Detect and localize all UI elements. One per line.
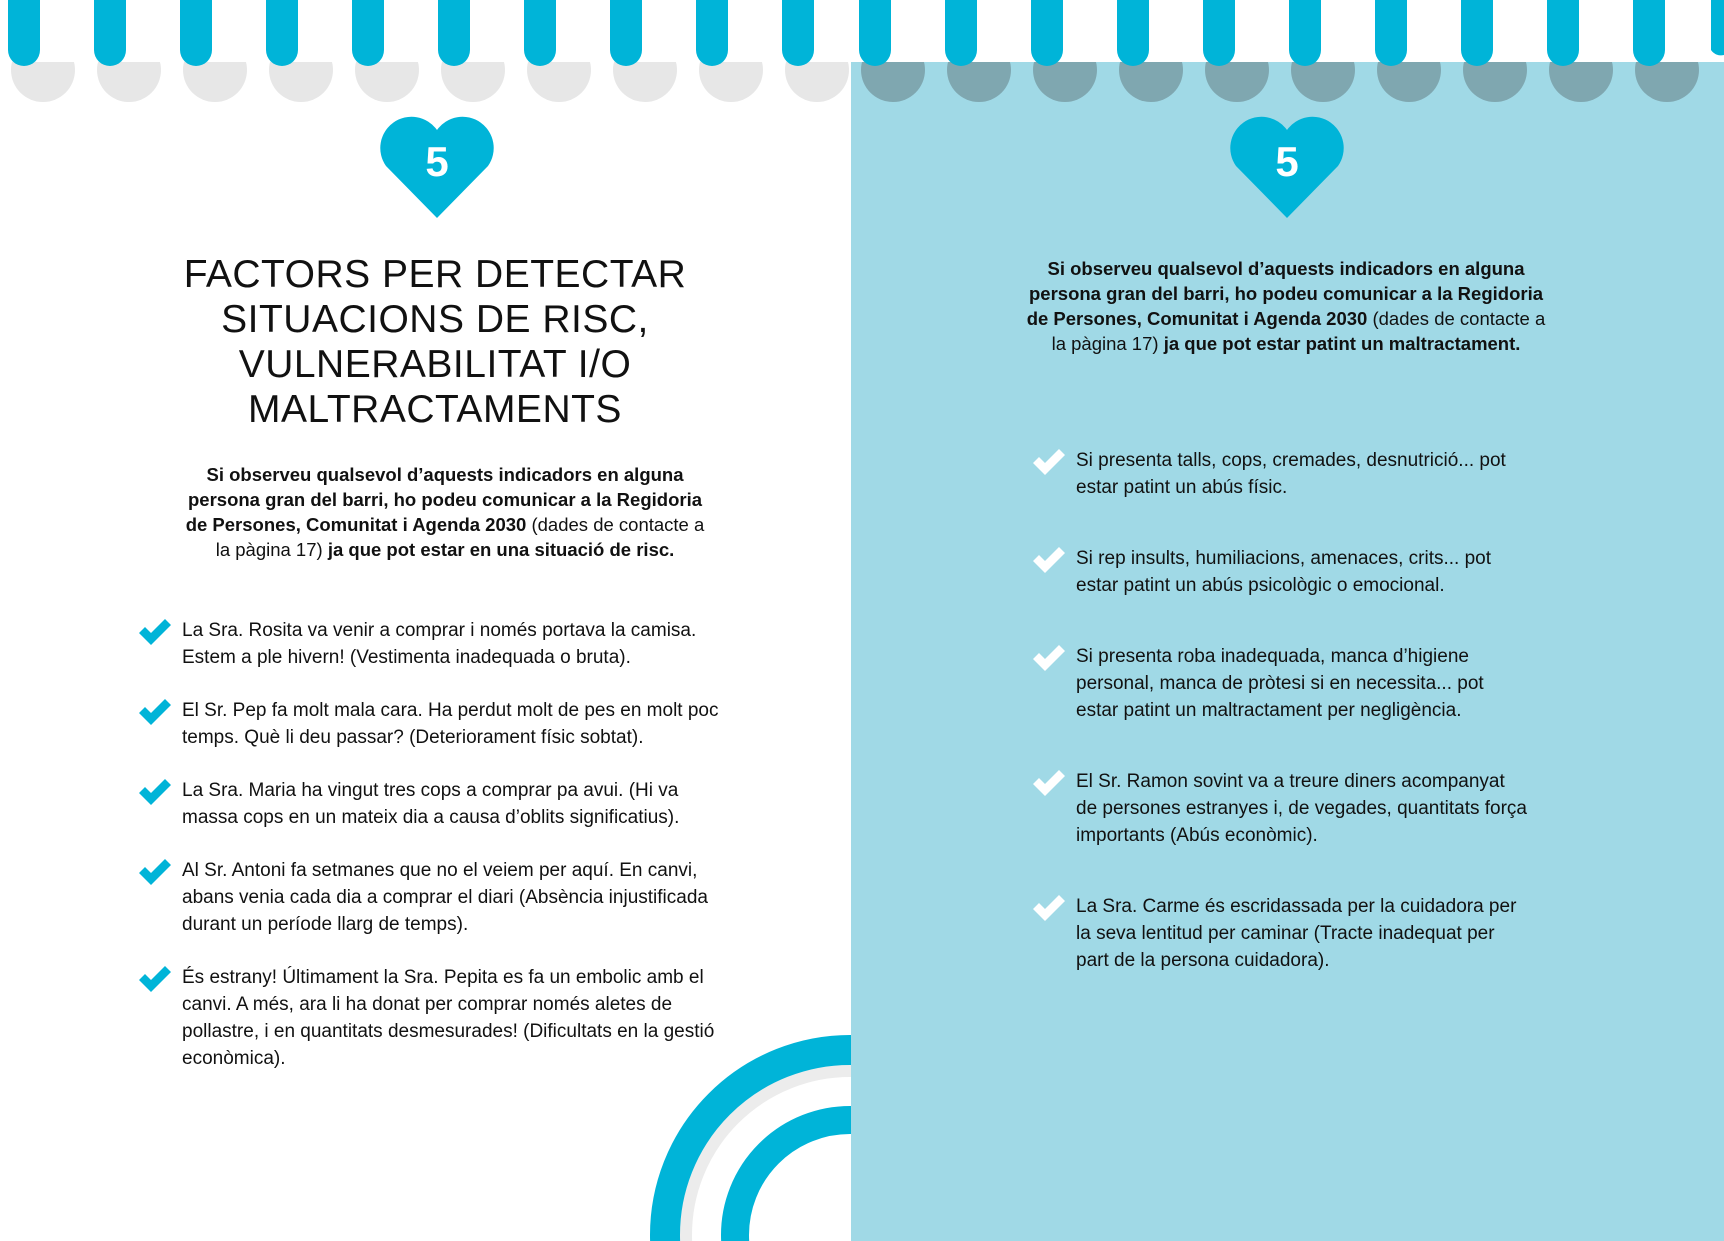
list-item-text: Si rep insults, humiliacions, amenaces, crits... pot estar patint un abús psicològic o emocional. [1076, 548, 1492, 596]
checkmark-icon [1031, 447, 1067, 477]
awning-decoration-left [0, 0, 851, 105]
list-item [1031, 643, 1531, 724]
list-item-text: El Sr. Pep fa molt mala cara. Ha perdut molt de pes en molt poc temps. Què li deu passar? (Deteriorament físic sobtat). [182, 700, 719, 748]
checkmark-icon [1031, 545, 1067, 575]
list-item-text: La Sra. Rosita va venir a comprar i només portava la camisa. Estem a ple hivern! (Vestimenta inadequada o bruta). [182, 620, 697, 668]
intro-bold: Si observeu qualsevol d’aquests indicadors en alguna persona gran del barri, ho podeu comunicar a la Regidoria de Persones, Comunitat i Agenda 2030 [185, 464, 702, 535]
title-line: SITUACIONS DE RISC, [221, 298, 649, 341]
checkmark-icon [1031, 643, 1067, 673]
badge-number: 5 [1275, 138, 1299, 185]
intro-bold: Si observeu qualsevol d’aquests indicadors en alguna persona gran del barri, ho podeu comunicar a la Regidoria de Persones, Comunitat i Agenda 2030 [1026, 258, 1543, 329]
left-page [0, 0, 851, 1241]
list-item [137, 697, 737, 751]
badge-heart [1228, 114, 1346, 220]
intro-paragraph-right [1026, 256, 1546, 356]
list-item [137, 857, 737, 938]
list-item [137, 617, 737, 671]
list-item-text: Si presenta roba inadequada, manca d’higiene personal, manca de pròtesi si en necessita... pot estar patint un maltractament per negligència. [1076, 646, 1484, 721]
list-item-text: La Sra. Carme és escridassada per la cuidadora per la seva lentitud per caminar (Tracte inadequat per part de la persona cuidadora). [1076, 896, 1517, 971]
list-item-text: La Sra. Maria ha vingut tres cops a comprar pa avui. (Hi va massa cops en un mateix dia a causa d’oblits significatius). [182, 780, 680, 828]
intro-contact-ref: (dades de contacte a la pàgina 17) [1051, 308, 1546, 354]
swirl-decoration [600, 1020, 851, 1241]
intro-contact-ref: (dades de contacte a la pàgina 17) [215, 514, 705, 560]
list-item-text: Si presenta talls, cops, cremades, desnutrició... pot estar patint un abús físic. [1076, 450, 1506, 498]
list-item [1031, 893, 1531, 974]
badge-number: 5 [425, 138, 449, 185]
list-item [1031, 447, 1531, 501]
intro-bold-end: ja que pot estar en una situació de risc. [322, 539, 675, 560]
indicator-list-right [1031, 447, 1531, 1018]
title-line: MALTRACTAMENTS [248, 388, 622, 431]
right-page [851, 0, 1724, 1241]
checkmark-icon [1031, 893, 1067, 923]
list-item [1031, 545, 1531, 599]
list-item [137, 777, 737, 831]
list-item [1031, 768, 1531, 849]
checkmark-icon [137, 857, 173, 887]
title-line: VULNERABILITAT I/O [238, 343, 632, 386]
awning-decoration-right [851, 0, 1724, 110]
page-title [150, 252, 720, 432]
checkmark-icon [137, 617, 173, 647]
checkmark-icon [137, 964, 173, 994]
list-item-text: És estrany! Últimament la Sra. Pepita es fa un embolic amb el canvi. A més, ara li ha donat per comprar només aletes de pollastre, i en quantitats desmesurades! (Dificultats en la gestió econòmica). [182, 967, 715, 1069]
badge-heart [378, 114, 496, 220]
intro-paragraph-left [185, 462, 705, 562]
intro-bold-end: ja que pot estar patint un maltractament. [1158, 333, 1521, 354]
list-item-text: El Sr. Ramon sovint va a treure diners acompanyat de persones estranyes i, de vegades, quantitats força importants (Abús econòmic). [1076, 771, 1527, 846]
checkmark-icon [137, 697, 173, 727]
checkmark-icon [1031, 768, 1067, 798]
list-item-text: Al Sr. Antoni fa setmanes que no el veiem per aquí. En canvi, abans venia cada dia a comprar el diari (Absència injustificada durant un període llarg de temps). [182, 860, 708, 935]
title-line: FACTORS PER DETECTAR [183, 253, 687, 296]
checkmark-icon [137, 777, 173, 807]
